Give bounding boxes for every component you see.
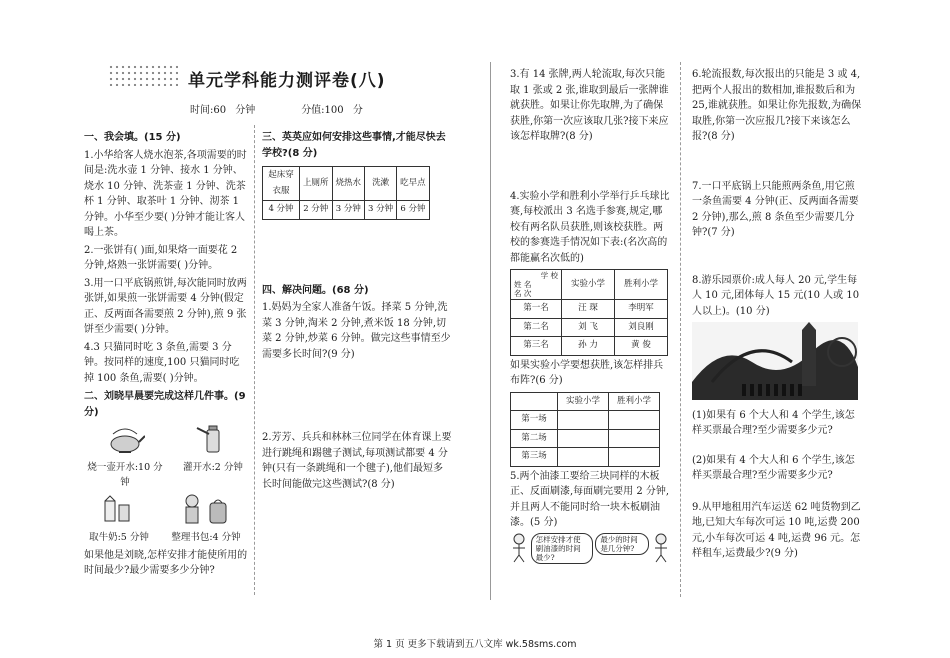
lineup-row bbox=[511, 448, 660, 467]
players-row bbox=[511, 300, 668, 319]
question-4-5: 5.两个油漆工要给三块同样的木板正、反面刷漆,每面刷完要用 2 分钟,并且两人不能同时给一块木板刷油漆。(5 分) bbox=[510, 470, 670, 528]
schedule-value-cell: 3 分钟 bbox=[365, 201, 397, 220]
question-4-4: 4.实验小学和胜利小学举行乒乓球比赛,每校派出 3 名选手参赛,规定,哪校有两名队员获胜,则该校获胜。两校的参赛选手情况如下表:(名次高的都能赢名次低的) bbox=[510, 190, 670, 264]
lineup-answer-cell[interactable] bbox=[609, 411, 660, 430]
question-1-2: 2.一张饼有( )面,如果烙一面要花 2 分钟,烙熟一张饼需要( )分钟。 bbox=[84, 244, 238, 271]
column-3 bbox=[510, 65, 670, 564]
schedule-value-cell: 2 分钟 bbox=[300, 201, 333, 220]
question-4-7: 7.一口平底锅上只能煎两条鱼,用它煎一条鱼需要 4 分钟(正、反两面各需要 2 分钟),那么,煎 8 条鱼至少需要几分钟?(7 分) bbox=[692, 180, 859, 238]
schedule-value-cell: 3 分钟 bbox=[332, 201, 365, 220]
players-rank-cell: 第二名 bbox=[511, 318, 562, 337]
speech-bubble-question: 怎样安排才使刷油漆的时间最少? bbox=[531, 533, 593, 564]
question-4-3: 3.有 14 张牌,两人轮流取,每次只能取 1 张或 2 张,谁取到最后一张牌谁就获胜。如果让你先取牌,为了确保获胜,你第一次应该取几张?接下来应该怎样取牌?(8 分) bbox=[510, 69, 669, 142]
question-4-6: 6.轮流报数,每次报出的只能是 3 或 4,把两个人报出的数相加,谁报数后和为 25,谁就获胜。如果让你先报数,为确保取胜,你第一次应报几?接下来该怎么报?(8 分) bbox=[692, 69, 862, 142]
question-4-8-1: (1)如果有 6 个大人和 4 个学生,该怎样买票最合理?至少需要多少元? bbox=[692, 409, 855, 436]
players-row bbox=[511, 337, 668, 356]
page-title: 单元学科能力测评卷(八) bbox=[188, 71, 386, 91]
lineup-answer-cell[interactable] bbox=[609, 429, 660, 448]
column-2 bbox=[262, 127, 452, 492]
players-corner-cell bbox=[511, 270, 562, 300]
schedule-header-cell: 烧热水 bbox=[332, 167, 365, 201]
corner-label-name: 姓 名 bbox=[514, 280, 532, 289]
schedule-value-cell: 4 分钟 bbox=[263, 201, 300, 220]
players-col-header: 实验小学 bbox=[562, 270, 615, 300]
lineup-row bbox=[511, 429, 660, 448]
players-col-header: 胜利小学 bbox=[615, 270, 668, 300]
exam-meta bbox=[190, 101, 363, 116]
chore-caption-pour-water: 灌开水:2 分钟 bbox=[183, 461, 243, 473]
milk-icon bbox=[99, 493, 139, 525]
question-1-3: 3.用一口平底锅煎饼,每次能同时放两张饼,如果煎一张饼需要 4 分钟(假定正、反两面各需要煎 2 分钟),煎 9 张饼至少需要( )分钟。 bbox=[84, 277, 247, 335]
schedule-value-cell: 6 分钟 bbox=[397, 201, 430, 220]
players-cell: 李明军 bbox=[615, 300, 668, 319]
schoolbag-icon bbox=[178, 493, 234, 525]
chore-caption-pack-bag: 整理书包:4 分钟 bbox=[171, 532, 241, 543]
schedule-header-cell: 吃早点 bbox=[397, 167, 430, 201]
section-2-heading: 二、刘晓早晨要完成这样几件事。(9 分) bbox=[84, 391, 246, 418]
lineup-table bbox=[510, 392, 660, 467]
exam-time: 时间:60 分钟 bbox=[190, 105, 256, 116]
players-cell: 汪 琛 bbox=[562, 300, 615, 319]
corner-label-rank: 名 次 bbox=[514, 289, 532, 298]
page-footer: 第 1 页 更多下载请到五八文库 wk.58sms.com bbox=[373, 639, 577, 650]
lineup-col-header: 胜利小学 bbox=[609, 392, 660, 411]
lineup-answer-cell[interactable] bbox=[558, 429, 609, 448]
column-divider-1 bbox=[254, 125, 255, 595]
chore-caption-boil-water: 烧一壶开水:10 分钟 bbox=[87, 461, 163, 488]
column-divider-3 bbox=[680, 62, 681, 597]
players-cell: 黄 俊 bbox=[615, 337, 668, 356]
question-2-prompt: 如果他是刘晓,怎样安排才能使所用的时间最少?最少需要多少分钟? bbox=[84, 549, 248, 576]
question-4-1: 1.妈妈为全家人准备午饭。择菜 5 分钟,洗菜 3 分钟,淘米 2 分钟,煮米饭 18 分钟,切菜 2 分钟,炒菜 6 分钟。做完这些事情至少需要多长时间?(9 分) bbox=[262, 302, 451, 360]
column-divider-middle bbox=[490, 62, 491, 600]
column-4 bbox=[692, 65, 862, 562]
schedule-header-cell: 上厕所 bbox=[300, 167, 333, 201]
question-4-4b: 如果实验小学要想获胜,该怎样排兵布阵?(6 分) bbox=[510, 359, 664, 386]
lineup-row-label: 第二场 bbox=[511, 429, 558, 448]
section-3-heading: 三、英英应如何安排这些事情,才能尽快去学校?(8 分) bbox=[262, 132, 446, 159]
child-figure-icon bbox=[510, 533, 528, 563]
section-4-heading: 四、解决问题。(68 分) bbox=[262, 284, 369, 296]
lineup-col-header: 实验小学 bbox=[558, 392, 609, 411]
schedule-value-row bbox=[263, 201, 430, 220]
lineup-corner-cell bbox=[511, 392, 558, 411]
players-rank-cell: 第一名 bbox=[511, 300, 562, 319]
question-4-9: 9.从甲地租用汽车运送 62 吨货物到乙地,已知大车每次可运 10 吨,运费 200 元,小车每次可运 4 吨,运费 96 元。怎样租车,运费最少?(9 分) bbox=[692, 501, 861, 559]
kettle-icon bbox=[105, 424, 145, 454]
lineup-row-label: 第三场 bbox=[511, 448, 558, 467]
question-4-8-2: (2)如果有 4 个大人和 6 个学生,该怎样买票最合理?至少需要多少元? bbox=[692, 454, 855, 481]
schedule-header-cell: 洗漱 bbox=[365, 167, 397, 201]
thermos-icon bbox=[193, 424, 233, 454]
question-1-1: 1.小华给客人烧水泡茶,各项需要的时间是:洗水壶 1 分钟、接水 1 分钟、烧水 10 分钟、洗茶壶 1 分钟、洗茶杯 1 分钟、取茶叶 1 分钟、沏茶 1 分钟。小华至少要( )分钟才能让客人喝上茶。 bbox=[84, 149, 247, 238]
child-figure-icon bbox=[652, 533, 670, 563]
lineup-row-label: 第一场 bbox=[511, 411, 558, 430]
lineup-answer-cell[interactable] bbox=[558, 411, 609, 430]
corner-label-school: 学 校 bbox=[540, 271, 558, 280]
players-header-row bbox=[511, 270, 668, 300]
chores-illustrations bbox=[84, 424, 249, 546]
players-table bbox=[510, 269, 668, 356]
section-1-heading: 一、我会填。(15 分) bbox=[84, 132, 181, 143]
lineup-header-row bbox=[511, 392, 660, 411]
lineup-row bbox=[511, 411, 660, 430]
players-cell: 孙 力 bbox=[562, 337, 615, 356]
exam-score: 分值:100 分 bbox=[301, 105, 363, 116]
question-4-2: 2.芳芳、兵兵和林林三位同学在体育课上要进行跳绳和踢毽子测试,每项测试都要 4 分钟(只有一条跳绳和一个毽子),他们最短多长时间能做完这些测试?(8 分) bbox=[262, 432, 452, 490]
schedule-header-row bbox=[263, 167, 430, 201]
players-rank-cell: 第三名 bbox=[511, 337, 562, 356]
header-dot-pattern bbox=[108, 64, 178, 86]
schedule-header-cell: 起床穿衣服 bbox=[263, 167, 300, 201]
lineup-answer-cell[interactable] bbox=[609, 448, 660, 467]
chore-caption-get-milk: 取牛奶:5 分钟 bbox=[89, 532, 149, 543]
question-4-8: 8.游乐园票价:成人每人 20 元,学生每人 10 元,团体每人 15 元(10 人或 10 人以上)。(10 分) bbox=[692, 274, 860, 317]
painters-illustration bbox=[510, 533, 670, 564]
column-1 bbox=[84, 127, 249, 579]
players-cell: 刘 飞 bbox=[562, 318, 615, 337]
players-row bbox=[511, 318, 668, 337]
players-cell: 刘良刚 bbox=[615, 318, 668, 337]
amusement-park-illustration bbox=[692, 322, 858, 400]
question-1-4: 4.3 只猫同时吃 3 条鱼,需要 3 分钟。按同样的速度,100 只猫同时吃掉 100 条鱼,需要( )分钟。 bbox=[84, 341, 240, 384]
lineup-answer-cell[interactable] bbox=[558, 448, 609, 467]
schedule-table bbox=[262, 166, 430, 220]
speech-bubble-minimum: 最少的时间是几分钟? bbox=[595, 533, 649, 555]
